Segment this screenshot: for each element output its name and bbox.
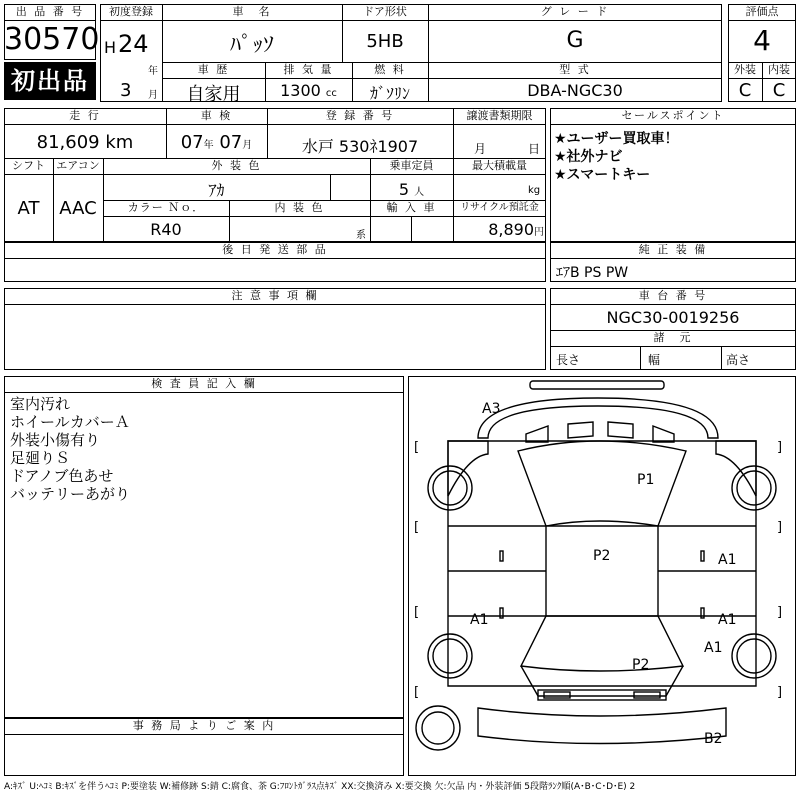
grade: G xyxy=(566,28,584,53)
diagram-bracket: ] xyxy=(777,685,783,700)
chassis-label: 車 台 番 号 xyxy=(638,289,708,302)
exterior-color-label: 外 装 色 xyxy=(211,159,262,172)
car-diagram xyxy=(408,376,796,776)
damage-mark-p1: P1 xyxy=(637,472,655,488)
genuine-equipment: ｴｱB PS PW xyxy=(556,265,629,281)
dimensions-label: 諸 元 xyxy=(653,331,693,344)
damage-mark-a1-left-rear-door: A1 xyxy=(470,612,489,628)
sales-point-item: ★ユーザー買取車！ xyxy=(554,131,679,147)
transfer-day-unit: 日 xyxy=(528,142,541,156)
interior-color-label: 内 装 色 xyxy=(274,201,325,214)
aircon: AAC xyxy=(59,198,97,219)
diagram-bracket: ] xyxy=(777,440,783,455)
plate-number: 水戸 530ﾈ1907 xyxy=(301,137,419,156)
damage-legend: A:ｷｽﾞ U:ﾍｺﾐ B:ｷｽﾞを伴うﾍｺﾐ P:要塗装 W:補修跡 S:錆 C:腐食、茶 G:ﾌﾛﾝﾄｶﾞﾗｽ点ｷｽﾞ XX:交換済み X:要交換 欠:欠品 内・外装評価 5段階ﾗﾝｸ順(A･B･C･D･E) 2 xyxy=(4,782,636,792)
diagram-bracket: ] xyxy=(777,520,783,535)
reg-month-unit: 月 xyxy=(148,90,158,101)
reg-month: 3 xyxy=(120,80,132,101)
mileage: 81,609 km xyxy=(36,132,134,153)
car-name-label: 車 名 xyxy=(232,5,272,18)
plate-label: 登 録 番 号 xyxy=(325,109,395,122)
history-label: 車 歴 xyxy=(197,63,230,76)
reg-year-unit: 年 xyxy=(148,66,158,77)
car-name: ﾊﾟｯｿ xyxy=(229,33,274,58)
history: 自家用 xyxy=(186,84,241,105)
exterior-grade: C xyxy=(738,80,752,101)
score-label: 評価点 xyxy=(745,5,779,18)
damage-mark-a1-right-rear-fender: A1 xyxy=(704,640,723,656)
recycle-fee: 8,890円 xyxy=(488,220,544,239)
exterior-grade-label: 外装 xyxy=(734,63,756,76)
first-listing-badge: 初出品 xyxy=(4,62,96,100)
reg-era: H xyxy=(104,38,117,57)
diagram-bracket: [ xyxy=(414,605,420,620)
interior-grade: C xyxy=(772,80,786,101)
capacity-label: 乗車定員 xyxy=(389,159,434,172)
inspector-note: 足廻りＳ xyxy=(10,449,71,467)
door-type: 5HB xyxy=(366,31,404,52)
inspector-notes xyxy=(10,395,400,503)
fuel-label: 燃 料 xyxy=(374,63,406,76)
displacement-label: 排 気 量 xyxy=(283,63,334,76)
office-label: 事 務 局 よ り ご 案 内 xyxy=(132,719,276,732)
damage-mark-b2: B2 xyxy=(704,731,723,747)
interior-color-unit: 系 xyxy=(356,230,366,241)
genuine-equipment-label: 純 正 装 備 xyxy=(638,243,708,256)
inspection-label: 車 検 xyxy=(200,109,233,122)
mileage-label: 走 行 xyxy=(69,109,101,122)
diagram-bracket: [ xyxy=(414,520,420,535)
diagram-bracket: ] xyxy=(777,605,783,620)
shift-label: シフト xyxy=(12,159,45,172)
transfer-label: 譲渡書類期限 xyxy=(466,109,533,122)
reg-year: 24 xyxy=(118,30,149,58)
import-label: 輸 入 車 xyxy=(386,201,437,214)
damage-mark-a1-right-rear-door: A1 xyxy=(718,612,737,628)
aircon-label: エアコン xyxy=(56,159,100,172)
inspector-note: バッテリーあがり xyxy=(10,485,131,503)
damage-mark-a3: A3 xyxy=(482,401,501,417)
mileage-unit: km xyxy=(105,132,134,153)
lot-label: 出 品 番 号 xyxy=(15,5,85,18)
shift: AT xyxy=(17,198,40,219)
height-label: 高さ xyxy=(726,353,751,367)
recycle-label: リサイクル預託金 xyxy=(460,202,539,213)
later-parts-label: 後 日 発 送 部 品 xyxy=(222,243,328,256)
interior-grade-label: 内装 xyxy=(768,63,790,76)
exterior-color: ｱｶ xyxy=(208,181,225,200)
color-number: R40 xyxy=(150,220,182,239)
sales-point-item: ★社外ナビ xyxy=(554,149,623,165)
notes-label: 注 意 事 項 欄 xyxy=(231,289,319,302)
model: DBA-NGC30 xyxy=(527,81,623,100)
model-label: 型 式 xyxy=(559,63,591,76)
inspector-note: 外装小傷有り xyxy=(10,431,101,449)
width-label: 幅 xyxy=(648,353,661,367)
capacity: 5 人 xyxy=(398,180,425,199)
transfer-month-unit: 月 xyxy=(474,142,487,156)
fuel: ｶﾞｿﾘﾝ xyxy=(369,84,410,103)
diagram-bracket: [ xyxy=(414,685,420,700)
grade-label: グ レ ー ド xyxy=(540,5,610,18)
inspector-note: ホイールカバーＡ xyxy=(10,413,130,431)
diagram-bracket: [ xyxy=(414,440,420,455)
load-unit: kg xyxy=(528,185,541,196)
displacement: 1300 cc xyxy=(280,81,337,100)
sales-points-label: セールスポイント xyxy=(621,109,725,122)
inspector-note: ドアノブ色あせ xyxy=(10,467,114,485)
displacement-unit: cc xyxy=(325,88,337,99)
inspector-note: 室内汚れ xyxy=(10,395,71,413)
load-label: 最大積載量 xyxy=(472,159,527,172)
lot-number: 30570 xyxy=(4,22,100,57)
sales-point-item: ★スマートキー xyxy=(554,167,651,183)
damage-mark-a1-right-front-door: A1 xyxy=(718,552,737,568)
inspection-date: 07年 07月 xyxy=(180,132,253,153)
damage-mark-p2-hatch: P2 xyxy=(632,657,650,673)
door-label: ドア形状 xyxy=(363,5,407,18)
chassis-number: NGC30-0019256 xyxy=(606,308,740,327)
score: 4 xyxy=(753,24,771,57)
sales-points-list xyxy=(554,130,794,184)
inspector-label: 検 査 員 記 入 欄 xyxy=(151,377,257,390)
damage-mark-p2-roof: P2 xyxy=(593,548,611,564)
color-number-label: カラー Ｎｏ． xyxy=(127,201,205,214)
length-label: 長さ xyxy=(556,353,581,367)
first-registration-label: 初度登録 xyxy=(109,5,153,18)
